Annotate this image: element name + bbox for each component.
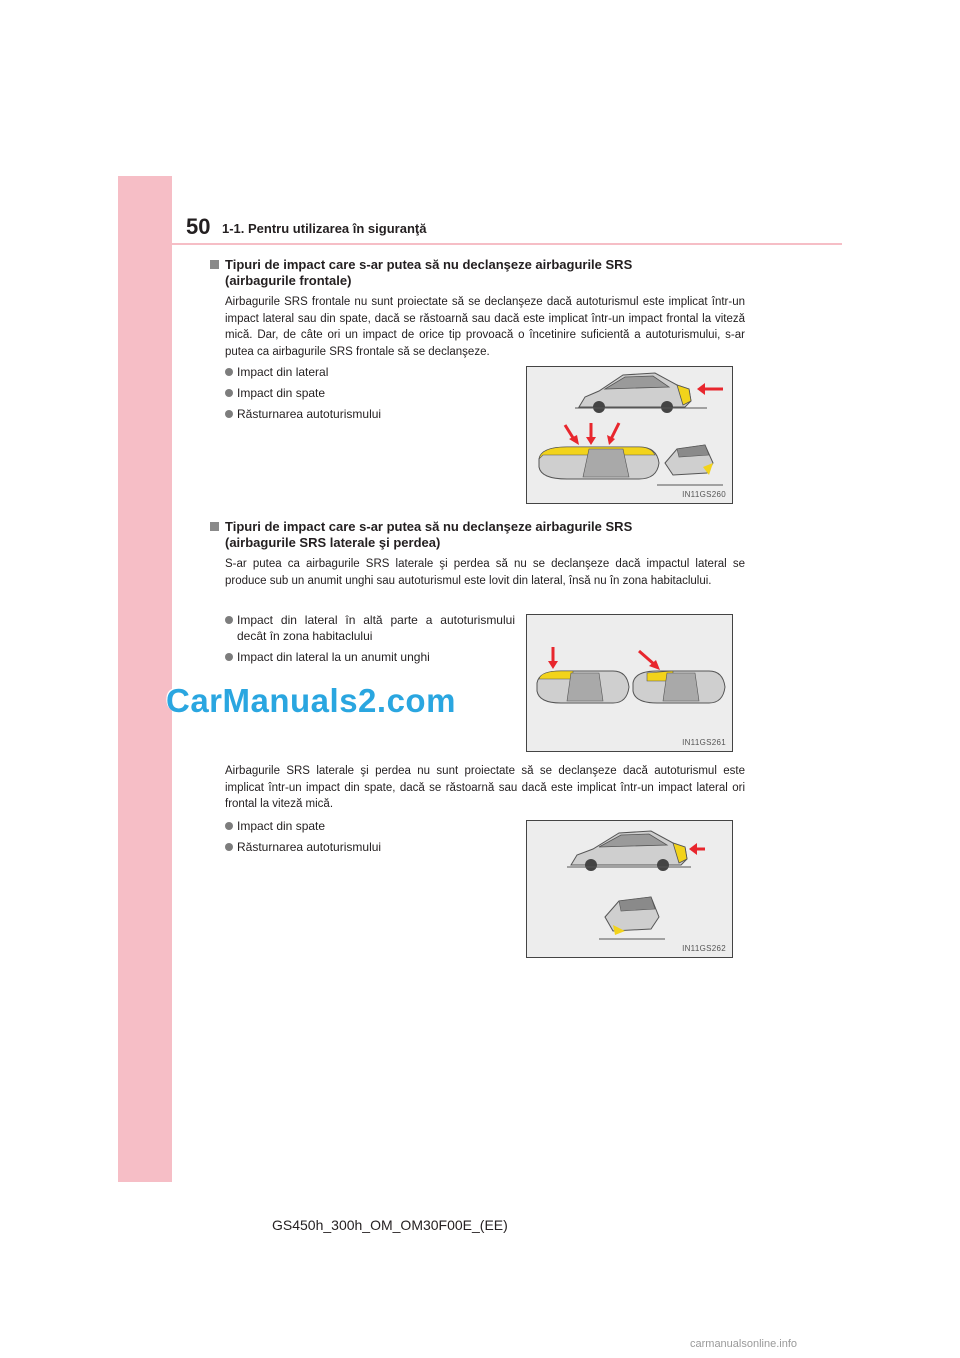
bullet-icon (225, 410, 233, 418)
header-rule (172, 243, 842, 245)
paragraph-side-curtain: S-ar putea ca airbagurile SRS laterale şi perdea să nu se declanşeze dacă impactul lateral se produce sub un anumit unghi sau autoturismul este lovit din lateral, însă nu în zona habitaclului. (225, 558, 745, 587)
heading-line-1: Tipuri de impact care s-ar putea să nu declanşeze airbagurile SRS (225, 519, 633, 534)
rollover-car-icon (599, 897, 665, 939)
paragraph-frontal: Airbagurile SRS frontale nu sunt proiectate să se declanşeze dacă autoturismul este implicat într-un impact lateral sau din spate, dacă se răstoarnă sau dacă este implicat într-un impact frontal la viteză mică. Dar, de câte ori un impact de orice tip provoacă o încetinire suficientă a autoturismului, s-ar putea ca airbagurile SRS frontale să se declanşeze. (225, 296, 745, 358)
heading-line-2: (airbagurile frontale) (225, 273, 352, 288)
figure-code: IN11GS262 (682, 944, 726, 953)
bullet-icon (225, 843, 233, 851)
car-impact-illustration (527, 367, 732, 503)
bullet-icon (225, 822, 233, 830)
list-item: Răsturnarea autoturismului (225, 839, 381, 855)
list-item: Impact din lateral la un anumit unghi (225, 649, 430, 665)
figure-frontal-impacts (526, 366, 733, 504)
figure-side-impacts (526, 614, 733, 752)
car-side-view-icon (575, 373, 707, 413)
heading-line-1: Tipuri de impact care s-ar putea să nu declanşeze airbagurile SRS (225, 257, 633, 272)
bullet-icon (225, 653, 233, 661)
list-item: Impact din lateral (225, 364, 328, 380)
heading-line-2: (airbagurile SRS laterale şi perdea) (225, 535, 441, 550)
bullet-icon (225, 389, 233, 397)
site-watermark: carmanualsonline.info (690, 1338, 798, 1350)
car-top-view-icon (633, 671, 725, 703)
list-item: Impact din spate (225, 385, 325, 401)
bullet-icon (225, 368, 233, 376)
page-number: 50 (186, 214, 211, 239)
rollover-car-icon (657, 445, 723, 485)
figure-code: IN11GS260 (682, 490, 726, 499)
bullet-icon (225, 616, 233, 624)
car-top-view-icon (537, 671, 629, 703)
car-top-view-icon (539, 447, 659, 479)
paragraph-side-curtain-2: Airbagurile SRS laterale şi perdea nu sunt proiectate să se declanşeze dacă autoturismul este implicat într-un impact din spate, dacă se răstoarnă sau dacă este implicat într-un impact lateral ori frontal la viteză mică. (225, 765, 745, 810)
arrow-icon (689, 843, 697, 855)
square-bullet-icon (210, 260, 219, 269)
list-item: Impact din spate (225, 818, 325, 834)
car-side-view-icon (567, 831, 691, 871)
section-heading-side-curtain (210, 519, 745, 551)
section-heading-frontal (210, 257, 745, 289)
footer-document-code: GS450h_300h_OM_OM30F00E_(EE) (272, 1217, 508, 1233)
figure-code: IN11GS261 (682, 738, 726, 747)
list-item: Impact din lateral în altă parte a autoturismului decât în zona habitaclului (225, 612, 515, 644)
list-item: Răsturnarea autoturismului (225, 406, 381, 422)
watermark-logo: CarManuals2.com (166, 682, 456, 719)
chapter-title: 1-1. Pentru utilizarea în siguranţă (222, 221, 427, 236)
chapter-sidebar-tab (118, 176, 172, 1182)
car-rear-rollover-illustration (527, 821, 732, 957)
square-bullet-icon (210, 522, 219, 531)
figure-rear-rollover (526, 820, 733, 958)
car-side-impact-illustration (527, 615, 732, 751)
arrow-icon (697, 383, 705, 395)
